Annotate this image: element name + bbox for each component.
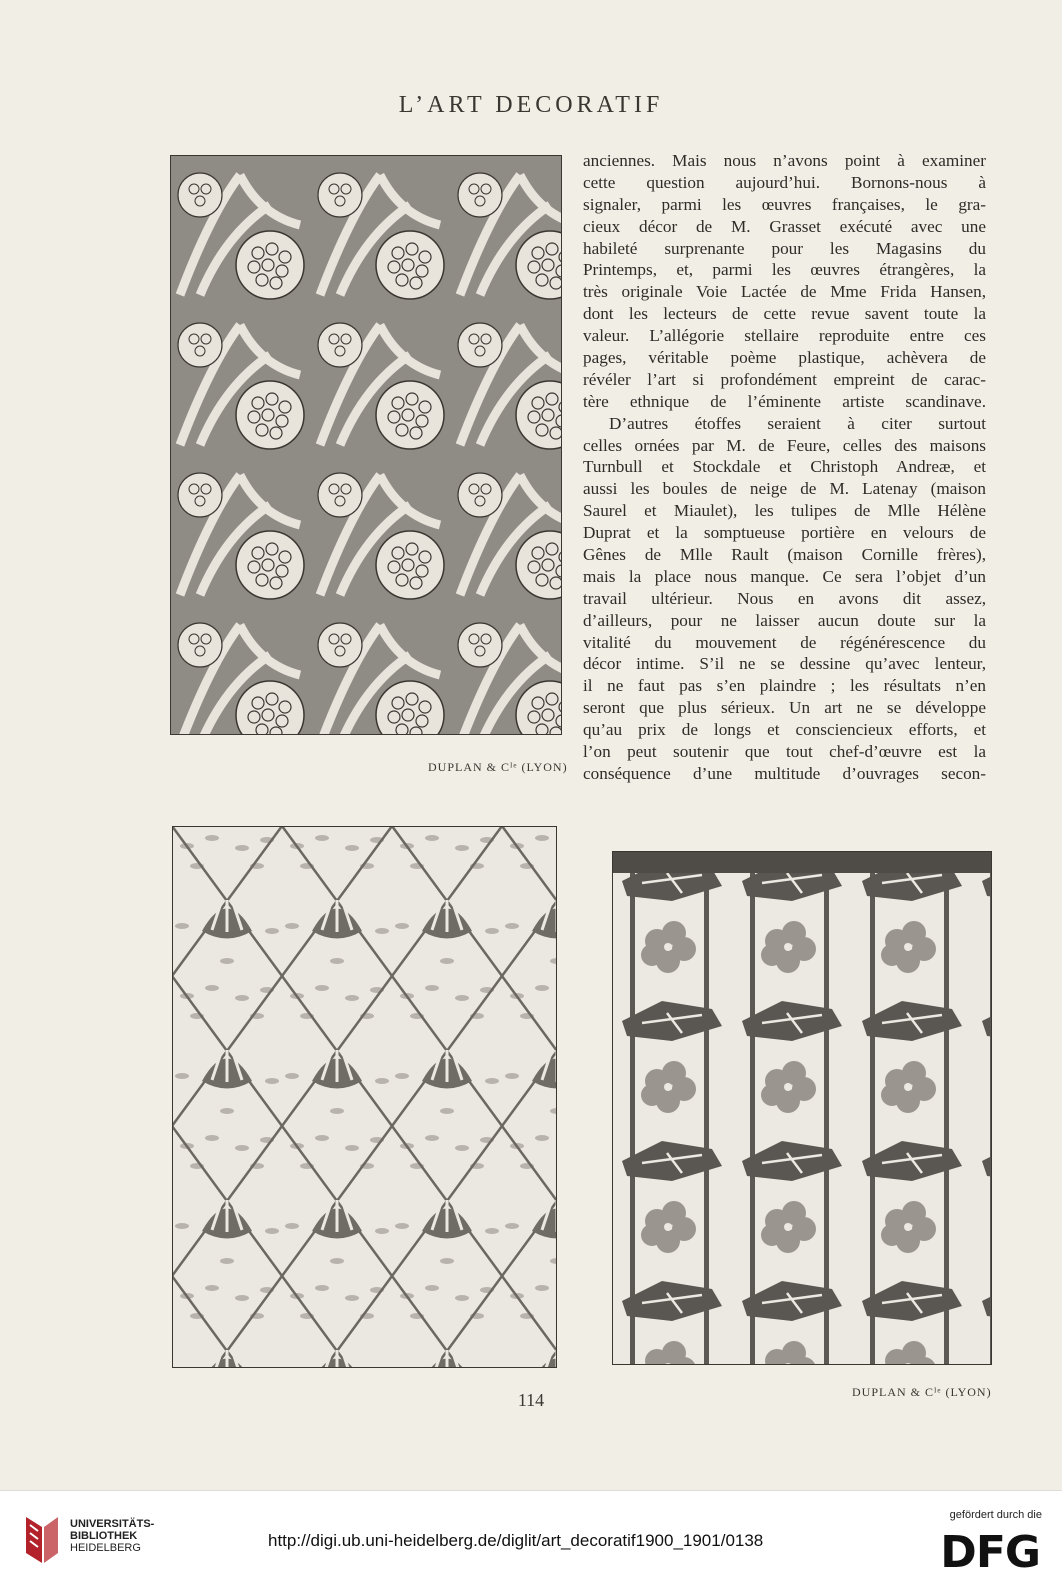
plate-lattice-fabric — [172, 826, 557, 1368]
body-text-line: cette question aujourd’hui. Bornons-nous à — [583, 172, 986, 192]
lattice-fabric-image — [172, 826, 557, 1368]
funded-by-label: gefördert durch die — [949, 1509, 1042, 1521]
plate-1-caption: DUPLAN & Cᴵᵉ (LYON) — [428, 760, 568, 774]
leaf-fabric-image — [612, 851, 992, 1365]
body-text-line: conséquence d’une multitude d’ouvrages secon- — [583, 763, 986, 783]
body-text-line: signaler, parmi les œuvres françaises, le gra- — [583, 194, 986, 214]
body-text-line: Saurel et Miaulet), les tulipes de Mlle Hélène — [583, 501, 986, 521]
body-text-line: révéler l’art si profondément empreint de carac- — [583, 369, 986, 389]
floral-fabric-image — [170, 155, 562, 735]
library-name — [70, 1518, 154, 1554]
body-text-line: Gênes de Mlle Rault (maison Cornille frères), — [583, 545, 986, 565]
body-text-line: mais la place nous manque. Ce sera l’objet d’un — [583, 566, 986, 586]
body-text-line: anciennes. Mais nous n’avons point à examiner — [583, 151, 986, 170]
body-text-line: seront que plus sérieux. Un art ne se développe — [583, 698, 986, 718]
body-text-line: Turnbull et Stockdale et Christoph Andreæ, et — [583, 457, 986, 477]
body-text-line: dont les lecteurs de cette revue savent toute la — [583, 304, 986, 324]
body-text-line: l’on peut soutenir que tout chef-d’œuvre est la — [583, 742, 986, 762]
body-text-line: décor intime. S’il ne se dessine qu’avec lenteur, — [583, 654, 986, 674]
library-name-line-2: BIBLIOTHEK — [70, 1530, 138, 1542]
body-text-line: d’ailleurs, pour ne laisser aucun doute sur la — [583, 610, 986, 630]
dfg-logo-icon: DFG — [940, 1527, 1040, 1578]
body-text-line: tère ethnique de l’éminente artiste scandinave. — [583, 391, 986, 411]
body-text-line: celles ornées par M. de Feure, celles des maisons — [583, 435, 986, 455]
body-text-line: Duprat et la somptueuse portière en velours de — [583, 523, 986, 543]
library-name-line-1: UNIVERSITÄTS- — [70, 1518, 155, 1530]
body-text-line: aussi les boules de neige de M. Latenay (maison — [583, 479, 986, 499]
page-number: 114 — [517, 1390, 545, 1410]
body-text-line: travail ultérieur. Nous en avons dit assez, — [583, 588, 986, 608]
body-text-line: valeur. L’allégorie stellaire reproduite entre ces — [583, 326, 986, 346]
university-library-logo-icon — [22, 1513, 62, 1567]
body-text-column — [583, 150, 986, 785]
permalink-url[interactable]: http://digi.ub.uni-heidelberg.de/diglit/art_decoratif1900_1901/0138 — [268, 1531, 764, 1550]
body-text-line: il ne faut pas s’en plaindre ; les résultats n’en — [583, 676, 986, 696]
body-text-line: D’autres étoffes seraient à citer surtout — [609, 413, 986, 433]
body-text-line: habileté surprenante pour les Magasins du — [583, 238, 986, 258]
body-text-line: vitalité du mouvement de régénérescence du — [583, 632, 986, 652]
digitization-footer — [0, 1490, 1062, 1583]
running-head: L’ART DECORATIF — [398, 92, 664, 118]
plate-leaf-fabric — [612, 851, 992, 1365]
body-text-line: Printemps, et, parmi les œuvres étrangères, la — [583, 260, 986, 280]
plate-floral-fabric — [170, 155, 562, 735]
body-text-line: qu’au prix de longs et consciencieux efforts, et — [583, 720, 986, 740]
body-text-line: très originale Voie Lactée de Mme Frida Hansen, — [583, 282, 986, 302]
body-text-line: pages, véritable poème plastique, achèvera de — [583, 348, 986, 368]
plate-3-caption: DUPLAN & Cᴵᵉ (LYON) — [852, 1385, 992, 1399]
library-name-line-3: HEIDELBERG — [70, 1542, 141, 1554]
body-text-line: cieux décor de M. Grasset exécuté avec une — [583, 216, 986, 236]
